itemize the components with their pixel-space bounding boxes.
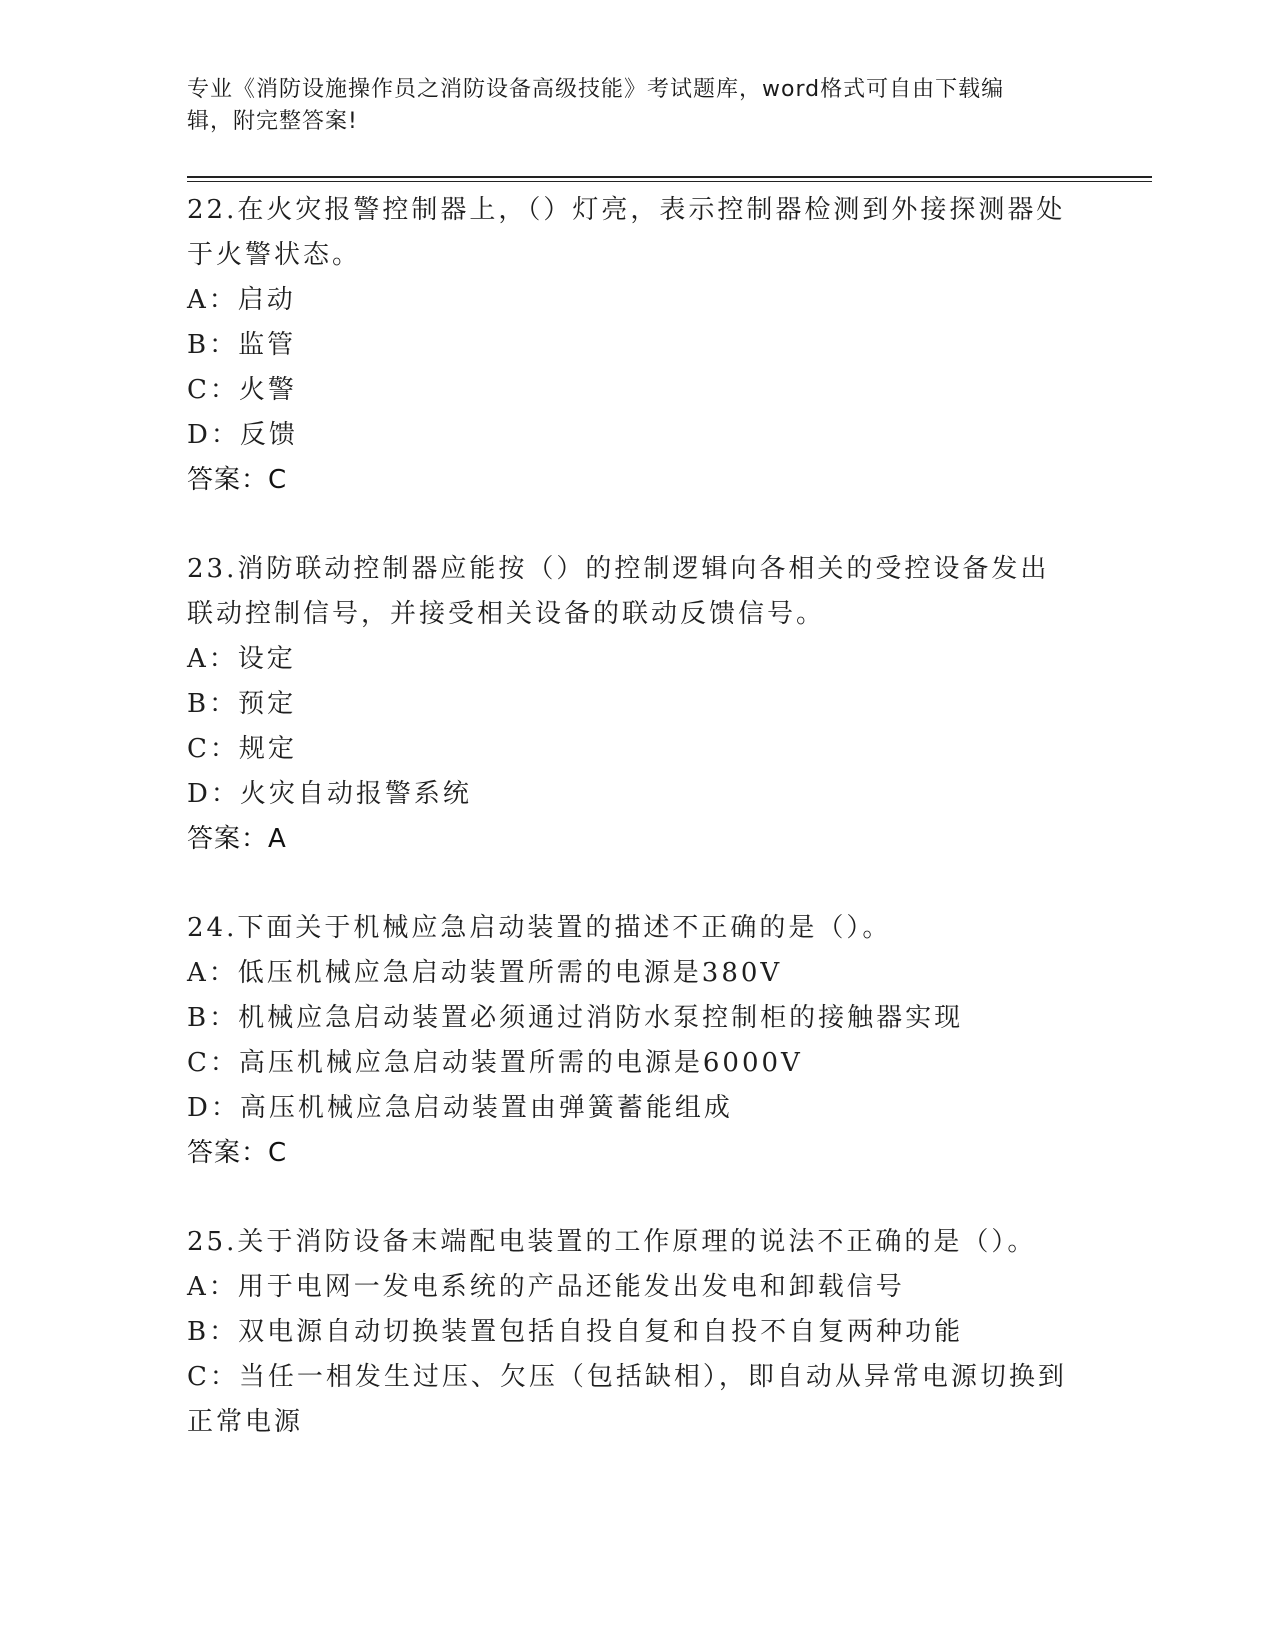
option-c: C：规定 (187, 734, 297, 764)
question-22 (187, 188, 1077, 503)
option-b: B：监管 (187, 330, 297, 360)
header-rule-thick (187, 176, 1152, 178)
option-b: B：预定 (187, 689, 297, 719)
question-text: 22.在火灾报警控制器上，（）灯亮，表示控制器检测到外接探测器处于火警状态。 (187, 195, 1066, 270)
header-line-1: 专业《消防设施操作员之消防设备高级技能》考试题库，word格式可自由下载编 (187, 77, 1005, 102)
option-c: C：当任一相发生过压、欠压（包括缺相），即自动从异常电源切换到正常电源 (187, 1362, 1067, 1437)
header-rule-thin (187, 181, 1152, 182)
option-d: D：反馈 (187, 420, 298, 450)
question-text: 23.消防联动控制器应能按（）的控制逻辑向各相关的受控设备发出联动控制信号，并接受相关设备的联动反馈信号。 (187, 554, 1050, 629)
question-25 (187, 1220, 1077, 1445)
question-text: 24.下面关于机械应急启动装置的描述不正确的是（）。 (187, 913, 892, 943)
answer: 答案：C (187, 465, 288, 495)
option-a: A：用于电网一发电系统的产品还能发出发电和卸载信号 (187, 1272, 905, 1302)
option-c: C：高压机械应急启动装置所需的电源是6000V (187, 1048, 803, 1078)
option-c: C：火警 (187, 375, 297, 405)
question-24 (187, 906, 1077, 1176)
answer: 答案：C (187, 1138, 288, 1168)
option-b: B：机械应急启动装置必须通过消防水泵控制柜的接触器实现 (187, 1003, 964, 1033)
question-23 (187, 547, 1077, 862)
question-list (187, 188, 1077, 1489)
option-a: A：低压机械应急启动装置所需的电源是380V (187, 958, 783, 988)
question-text: 25.关于消防设备末端配电装置的工作原理的说法不正确的是（）。 (187, 1227, 1037, 1257)
option-b: B：双电源自动切换装置包括自投自复和自投不自复两种功能 (187, 1317, 964, 1347)
option-a: A：启动 (187, 285, 296, 315)
header-line-2: 辑，附完整答案! (187, 109, 358, 134)
option-d: D：高压机械应急启动装置由弹簧蓄能组成 (187, 1093, 733, 1123)
document-header (187, 74, 1067, 138)
answer: 答案：A (187, 824, 287, 854)
option-d: D：火灾自动报警系统 (187, 779, 472, 809)
option-a: A：设定 (187, 644, 296, 674)
